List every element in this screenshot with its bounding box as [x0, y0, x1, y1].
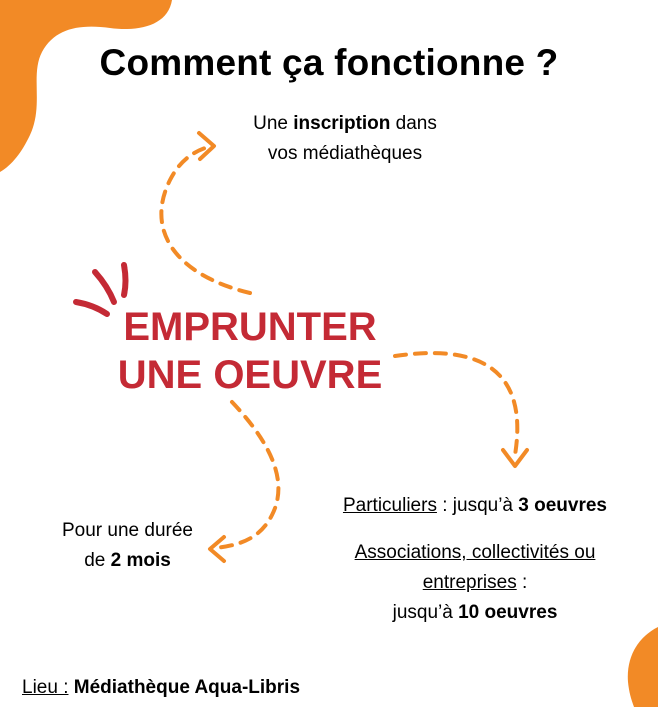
particuliers-sep: : jusqu’à — [436, 495, 519, 516]
dashed-arrow-icon-duree — [215, 402, 278, 548]
lieu-value: Médiathèque Aqua-Libris — [73, 677, 301, 698]
dashed-arrow-icon-particuliers — [395, 353, 517, 455]
duration-line1: Pour une durée — [62, 520, 193, 541]
associations-bold: 10 oeuvres — [458, 602, 558, 623]
particuliers-bold: 3 oeuvres — [518, 495, 608, 516]
inscription-pre: Une — [253, 113, 294, 134]
duration-bold: 2 mois — [110, 550, 171, 571]
duration-pre: de — [84, 550, 111, 571]
main-action-line1: EMPRUNTER — [123, 305, 377, 349]
associations-text — [300, 538, 650, 628]
particuliers-text — [300, 491, 650, 521]
associations-pre: jusqu’à — [392, 602, 459, 623]
inscription-text — [215, 109, 475, 169]
lieu-label: Lieu : — [22, 677, 69, 698]
associations-label1: Associations, collectivités ou — [354, 542, 596, 563]
main-action — [100, 303, 400, 399]
particuliers-label: Particuliers — [342, 495, 437, 516]
lieu-text — [22, 673, 300, 703]
associations-label2: entreprises — [422, 572, 517, 593]
duration-text — [40, 516, 215, 576]
inscription-line2: vos médiathèques — [267, 143, 423, 164]
inscription-post: dans — [390, 113, 437, 134]
main-action-line2: UNE OEUVRE — [117, 353, 383, 397]
arrow-head-inscription — [199, 133, 214, 159]
page-title: Comment ça fonctionne ? — [99, 42, 559, 83]
inscription-bold: inscription — [293, 113, 391, 134]
associations-sep: : — [516, 572, 528, 593]
